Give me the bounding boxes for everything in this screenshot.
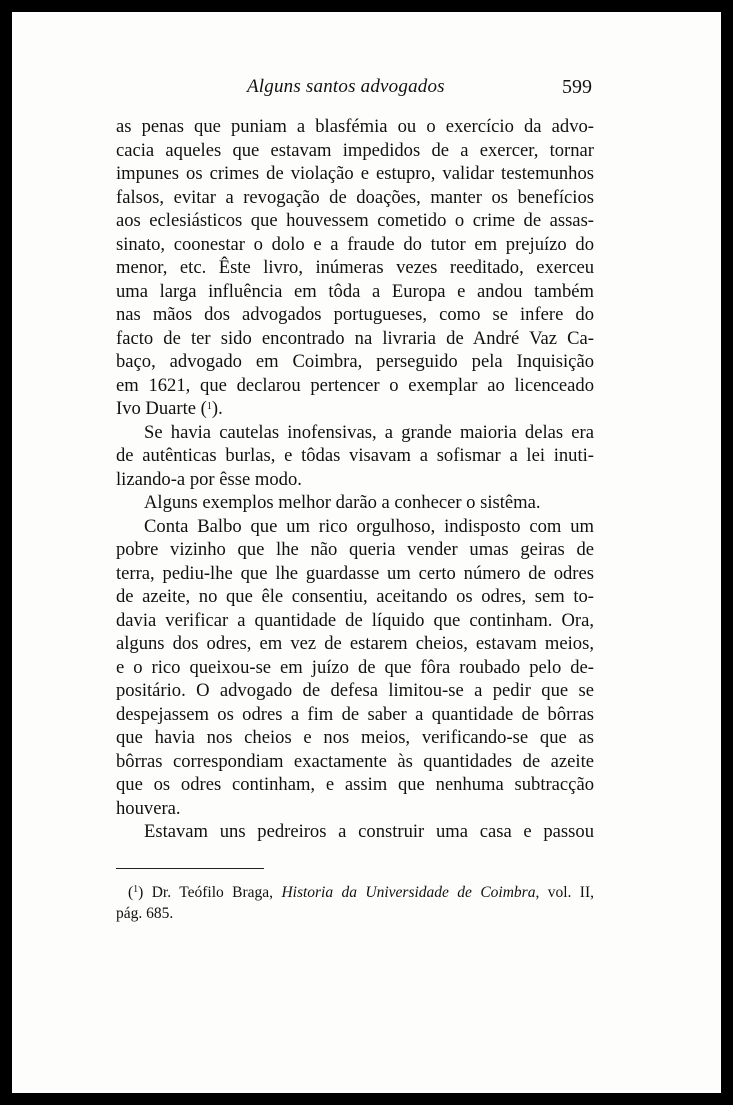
text-line: alguns dos odres, em vez de estarem cheios, estavam meios, — [116, 633, 594, 654]
footnote-volume: , vol. II, — [535, 884, 594, 901]
text-line: lizando-a por êsse modo. — [116, 468, 302, 490]
footnote-ref-close: ). — [211, 398, 223, 419]
footnote-author: Dr. Teófilo Braga, — [143, 884, 282, 901]
text-line: despejassem os odres a fim de saber a quantidade de bôrras — [116, 703, 594, 725]
page-header — [12, 76, 721, 106]
body-text — [116, 115, 594, 844]
paragraph-start-line: Conta Balbo que um rico orgulhoso, indisposto com um — [144, 515, 594, 537]
text-line: pobre vizinho que lhe não queria vender umas geiras de — [116, 539, 594, 560]
footnote-line — [116, 882, 594, 903]
text-line: de azeite, no que êle consentiu, aceitando os odres, sem to- — [116, 586, 594, 607]
text-line: davia verificar a quantidade de líquido que continham. Ora, — [116, 609, 594, 631]
text-line: houvera. — [116, 797, 181, 819]
footnote-work-title: Historia da Universidade de Coimbra — [281, 884, 536, 901]
text-line: impunes os crimes de violação e estupro, validar testemunhos — [116, 163, 594, 184]
text-line: positário. O advogado de defesa limitou-se a pedir que se — [116, 680, 594, 701]
text-line: de autênticas burlas, e tôdas visavam a sofismar a lei inuti- — [116, 445, 594, 466]
text-line: cacia aqueles que estavam impedidos de a exercer, tornar — [116, 139, 594, 161]
running-title: Alguns santos advogados — [247, 76, 445, 97]
text-line: facto de ter sido encontrado na livraria de André Vaz Ca- — [116, 327, 594, 349]
paragraph-start-line: Estavam uns pedreiros a construir uma casa e passou — [144, 821, 594, 842]
text-line: nas mãos dos advogados portugueses, como se infere do — [116, 304, 594, 325]
text-line: uma larga influência em tôda a Europa e andou também — [116, 280, 594, 302]
text-line-content: Ivo Duarte — [116, 398, 197, 419]
footnote — [116, 882, 594, 924]
text-line: falsos, evitar a revogação de doações, manter os benefícios — [116, 186, 594, 208]
paragraph-start-line: Alguns exemplos melhor darão a conhecer o sistêma. — [144, 492, 541, 513]
text-line: sinato, coonestar o dolo e a fraude do tutor em prejuízo do — [116, 233, 594, 255]
text-line: que os odres continham, e assim que nenhuma subtracção — [116, 774, 594, 795]
page-number: 599 — [562, 76, 592, 98]
footnote-marker-open: ( — [128, 884, 134, 901]
text-line: terra, pediu-lhe que lhe guardasse um certo número de odres — [116, 562, 594, 584]
footnote-line: pág. 685. — [116, 905, 174, 922]
text-line: em 1621, que declarou pertencer o exemplar ao licenceado — [116, 374, 594, 396]
text-line: e o rico queixou-se em juízo de que fôra roubado pelo de- — [116, 656, 594, 678]
text-line: bôrras correspondiam exactamente às quantidades de azeite — [116, 750, 594, 772]
footnote-marker-close: ) — [138, 884, 144, 901]
text-line: baço, advogado em Coimbra, perseguido pela Inquisição — [116, 351, 594, 372]
book-page — [12, 12, 721, 1093]
footnote-ref-number: 1 — [206, 401, 212, 412]
text-line: aos eclesiásticos que houvessem cometido o crime de assas- — [116, 210, 594, 231]
footnote-ref-open: ( — [196, 398, 207, 419]
paragraph-start-line: Se havia cautelas inofensivas, a grande maioria delas era — [144, 421, 594, 443]
footnote-divider — [116, 868, 264, 869]
text-line: que havia nos cheios e nos meios, verificando-se que as — [116, 727, 594, 748]
text-line: menor, etc. Êste livro, inúmeras vezes reeditado, exerceu — [116, 257, 594, 278]
text-line-with-footnote-ref — [116, 397, 594, 421]
text-line: as penas que puniam a blasfémia ou o exercício da advo- — [116, 116, 594, 137]
footnote-marker-number: 1 — [133, 884, 139, 895]
